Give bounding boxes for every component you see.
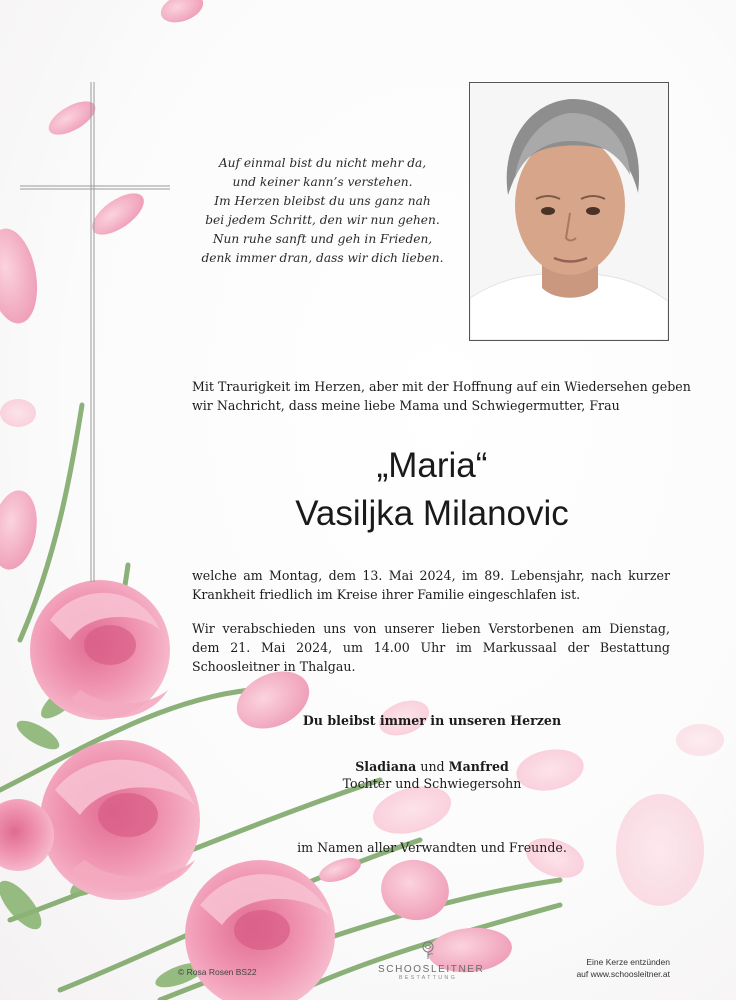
candle-link[interactable] <box>540 956 670 980</box>
deceased-full-name: Vasiljka Milanovic <box>295 494 569 533</box>
closing-line: Du bleibst immer in unseren Herzen <box>302 713 562 728</box>
poem <box>190 154 455 268</box>
poem-line: bei jedem Schritt, den wir nun gehen. <box>205 213 440 227</box>
death-notice: welche am Montag, dem 13. Mai 2024, im 89. Lebensjahr, nach kurzer Krankheit friedlich im Kreise ihrer Familie eingeschlafen ist. <box>192 568 670 602</box>
poem-line: Auf einmal bist du nicht mehr da, <box>218 156 427 170</box>
logo-name: SCHOOSLEITNER <box>378 964 485 975</box>
candle-text: Eine Kerze entzünden <box>586 957 670 967</box>
poem-line: und keiner kann’s verstehen. <box>232 175 413 189</box>
funeral-notice: Wir verabschieden uns von unserer lieben Verstorbenen am Dienstag, dem 21. Mai 2024, um 14.00 Uhr im Markussaal der Bestattung Schoosleitner in Thalgau. <box>192 621 670 674</box>
mourner-name-2: Manfred <box>448 759 509 774</box>
mourner-connector: und <box>420 759 445 774</box>
deceased-nickname: „Maria“ <box>376 446 488 485</box>
family-line: im Namen aller Verwandten und Freunde. <box>297 840 567 855</box>
portrait-photo <box>469 82 669 341</box>
intro-line: wir Nachricht, dass meine liebe Mama und Schwiegermutter, Frau <box>192 398 620 413</box>
poem-line: Im Herzen bleibst du uns ganz nah <box>214 194 431 208</box>
announcement-intro <box>192 377 691 415</box>
rose-logo-icon <box>418 940 438 960</box>
funeral-home-logo <box>378 940 485 981</box>
mourner-name-1: Sladiana <box>355 759 417 774</box>
intro-line: Mit Traurigkeit im Herzen, aber mit der Hoffnung auf ein Wiedersehen geben <box>192 379 691 394</box>
mourner-relation: Tochter und Schwiegersohn <box>342 776 522 791</box>
candle-url[interactable]: auf www.schoosleitner.at <box>576 969 670 979</box>
image-credit: © Rosa Rosen BS22 <box>178 967 257 977</box>
poem-line: Nun ruhe sanft und geh in Frieden, <box>212 232 433 246</box>
logo-subtitle: BESTATTUNG <box>398 975 458 981</box>
poem-line: denk immer dran, dass wir dich lieben. <box>201 251 444 265</box>
portrait-image <box>470 83 668 340</box>
